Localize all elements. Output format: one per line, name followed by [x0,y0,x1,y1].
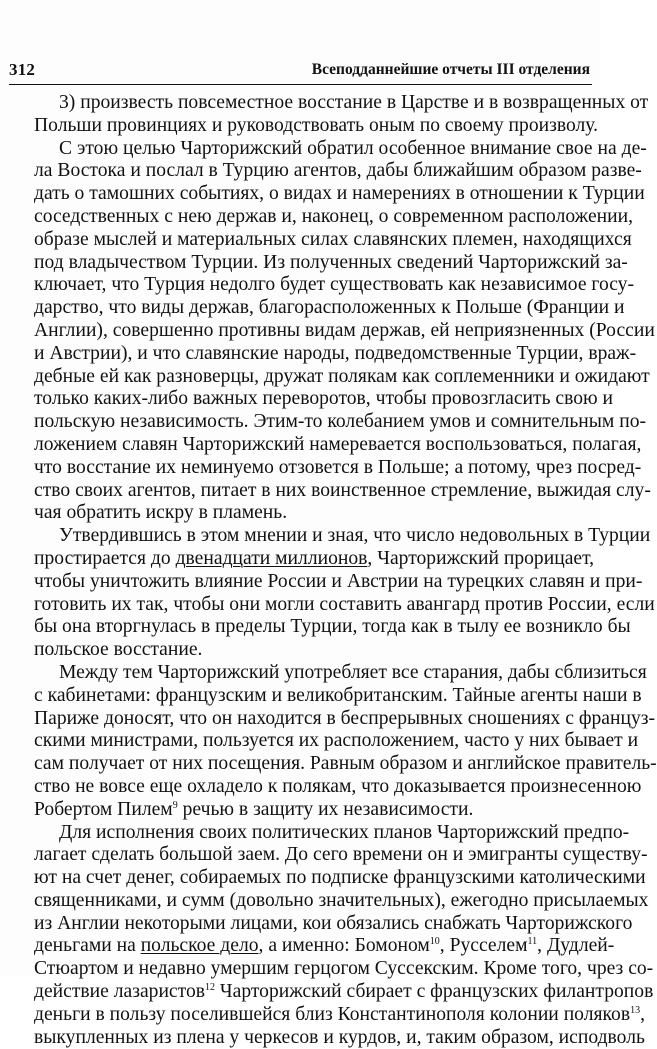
paragraph-4 [9,662,592,822]
underlined-phrase: польское дело [141,935,259,956]
text-line: сам получает от них посещения. Равным образом и английское правитель- [9,753,592,776]
text-line: Утвердившись в этом мнении и зная, что число недовольных в Турции [9,525,592,548]
text-line: под владычеством Турции. Из полученных сведений Чарторижский за- [9,252,592,275]
text-line: 3) произвесть повсеместное восстание в Царстве и в возвращенных от [9,92,592,115]
footnote-marker[interactable]: 10 [430,936,440,947]
text-line: ла Востока и послал в Турцию агентов, дабы ближайшим образом разве- [9,160,592,183]
text-line: ство не вовсе еще охладело к полякам, что доказывается произнесенною [9,776,592,799]
text-line: дать о тамошних событиях, о видах и намерениях в отношении к Турции [9,183,592,206]
text-line: готовить их так, чтобы они могли составить авангард против России, если [9,594,592,617]
text-line: только каких-либо важных переворотов, чтобы провозгласить свою и [9,388,592,411]
text-line: выкупленных из плена у черкесов и курдов, и, таким образом, исподволь [9,1027,592,1049]
text-line: Польши провинциях и руководствовать оным по своему произволу. [9,115,592,138]
text-line: Для исполнения своих политических планов Чарторижский предпо- [9,822,592,845]
text-line: ство своих агентов, питает в них воинственное стремление, выжидая слу- [9,480,592,503]
text-line: соседственных с нею держав и, наконец, о современном расположении, [9,206,592,229]
text-fragment: , Дудлей- [537,935,614,956]
text-fragment: , Чарторижский прорицает, [367,548,594,569]
header-rule [9,84,592,85]
text-line: ключает, что Турция недолго будет существовать как независимое госу- [9,274,592,297]
text-line [9,935,592,958]
text-fragment: , [640,1004,645,1025]
text-line: с кабинетами: французским и великобританским. Тайные агенты наши в [9,685,592,708]
text-line: ют на счет денег, собираемых по подписке французскими католическими [9,867,592,890]
text-line: скими министрами, пользуется их расположением, часто у них бывает и [9,730,592,753]
text-line [9,548,592,571]
text-line [9,981,592,1004]
text-fragment: простирается до [34,548,176,569]
text-line: ложением славян Чарторижский намеревается воспользоваться, полагая, [9,434,592,457]
footnote-marker[interactable]: 13 [630,1005,640,1016]
text-fragment: , Русселем [440,935,528,956]
page-number: 312 [9,60,35,80]
text-line: дебные ей как разноверцы, дружат полякам как соплеменники и ожидают [9,366,592,389]
text-line: лагает сделать большой заем. До сего времени он и эмигранты существу- [9,844,592,867]
text-line: Париже доносят, что он находится в беспрерывных сношениях с француз- [9,708,592,731]
text-line: дарство, что виды держав, благорасположенных к Польше (Франции и [9,297,592,320]
text-line [9,1004,592,1027]
text-line: и Австрии), и что славянские народы, подведомственные Турции, враж- [9,343,592,366]
footnote-marker[interactable]: 12 [205,982,215,993]
text-fragment: , а именно: Бомоном [259,935,430,956]
paragraph-1 [9,92,592,138]
text-fragment: речью в защиту их независимости. [178,799,474,820]
footnote-marker[interactable]: 11 [528,936,538,947]
text-fragment: деньги в пользу поселившейся близ Константинополя колонии поляков [34,1004,630,1025]
text-line: чтобы уничтожить влияние России и Австрии на турецких славян и при- [9,571,592,594]
text-line: польское восстание. [9,639,592,662]
running-title: Всеподданнейшие отчеты III отделения [312,61,590,79]
text-line [9,799,592,822]
text-fragment: действие лазаристов [34,981,205,1002]
text-fragment: деньгами на [34,935,141,956]
page-header [9,60,592,84]
underlined-phrase: двенадцати миллионов [176,548,368,569]
text-line: священниками, и сумм (довольно значительных), ежегодно присылаемых [9,890,592,913]
text-fragment: Робертом Пилем [34,799,173,820]
paragraph-5 [9,822,592,1049]
paragraph-2 [9,138,592,526]
body-text [9,92,592,1049]
text-line: из Англии некоторыми лицами, кои обязались снабжать Чарторижского [9,913,592,936]
text-line: польскую независимость. Этим-то колебанием умов и сомнительным по- [9,411,592,434]
text-line: что восстание их неминуемо отзовется в Польше; а потому, чрез посред- [9,457,592,480]
text-line: Между тем Чарторижский употребляет все старания, дабы сблизиться [9,662,592,685]
text-line: образе мыслей и материальных силах славянских племен, находящихся [9,229,592,252]
text-line: С этою целью Чарторижский обратил особенное внимание свое на де- [9,138,592,161]
text-line: Англии), совершенно противны видам держав, ей неприязненных (России [9,320,592,343]
text-line: бы она вторгнулась в пределы Турции, тогда как в тылу ее возникло бы [9,616,592,639]
text-line: Стюартом и недавно умершим герцогом Суссекским. Кроме того, чрез со- [9,958,592,981]
text-line: чая обратить искру в пламень. [9,502,592,525]
paragraph-3 [9,525,592,662]
footnote-marker[interactable]: 9 [173,800,178,811]
text-fragment: Чарторижский сбирает с французских филантропов [215,981,653,1002]
